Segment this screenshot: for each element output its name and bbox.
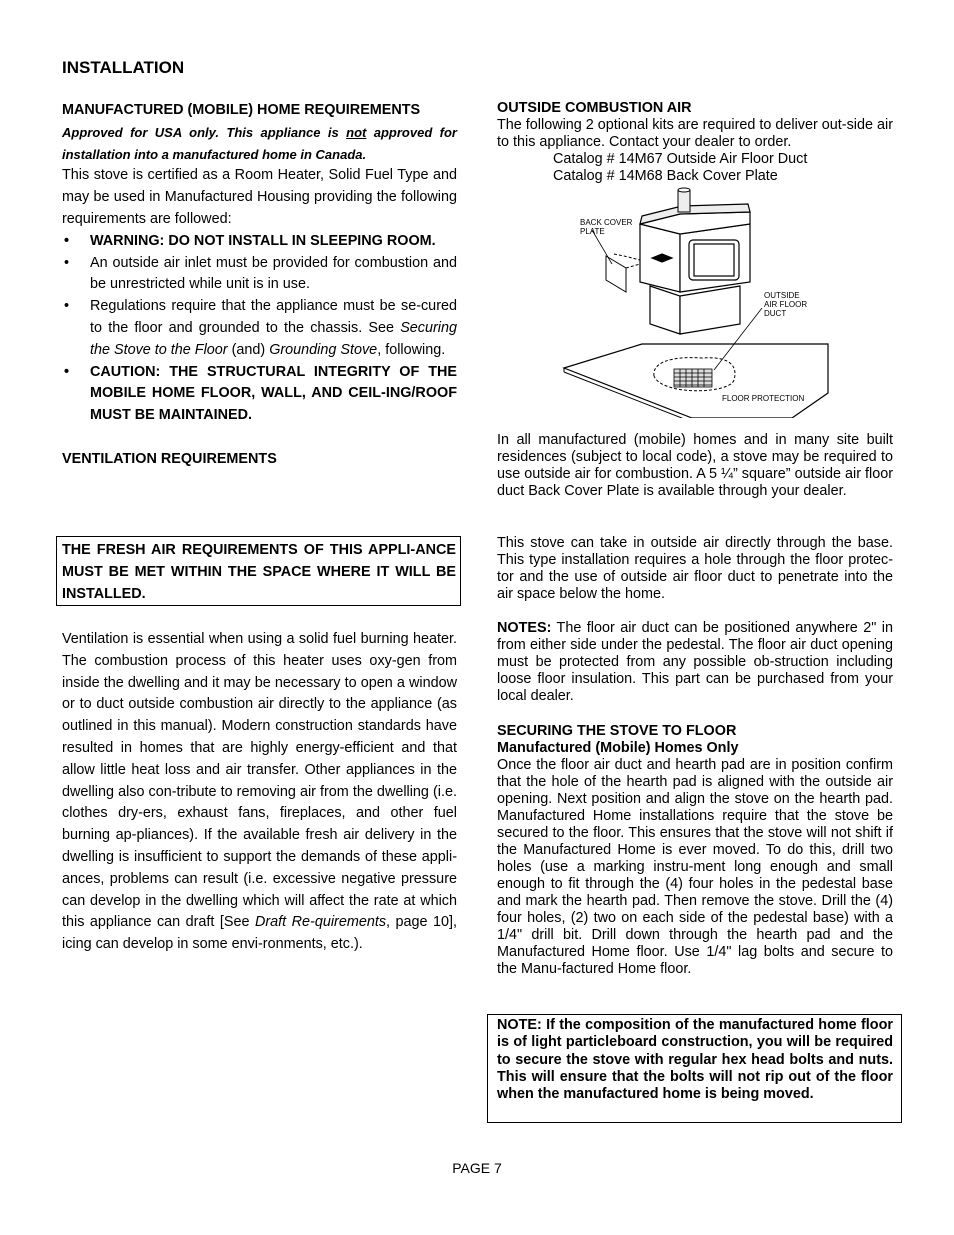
- fresh-air-warning-box: [56, 536, 461, 606]
- base-intake-paragraph: This stove can take in outside air directly through the base. This type installation requires a hole through the floor protec-tor and the use of outside air floor duct to penetrate into the air space below the home.: [497, 535, 893, 602]
- list-item: • WARNING: DO NOT INSTALL IN SLEEPING ROOM.: [62, 231, 457, 253]
- requirements-list: [62, 231, 457, 427]
- label-duct: DUCT: [764, 309, 787, 318]
- notes-paragraph: [497, 620, 893, 705]
- outside-air-text: The following 2 optional kits are required to deliver out-side air to this appliance. Contact your dealer to order.: [497, 117, 893, 150]
- notes-text: The floor air duct can be positioned anywhere 2" in from either side under the pedestal. The floor air duct opening must be protected from any possible ob-struction including loose floor insulation. This part can be purchased from your local dealer.: [497, 620, 893, 704]
- stove-pedestal: [650, 286, 740, 334]
- label-floor-protection: FLOOR PROTECTION: [722, 394, 805, 403]
- particleboard-note-text: NOTE: If the composition of the manufactured home floor is of light particleboard construction, you will be required to secure the stove with regular hex head bolts and nuts. This will ensure that the bolts will not rip out of the floor when the manufactured home is being moved.: [497, 1017, 893, 1103]
- bullet3-text-c: , following.: [377, 341, 446, 358]
- approval-text-a: Approved for USA only. This appliance is: [62, 124, 347, 140]
- list-item: • CAUTION: THE STRUCTURAL INTEGRITY OF THE MOBILE HOME FLOOR, WALL, AND CEIL-ING/ROOF MUST BE MAINTAINED.: [62, 362, 457, 427]
- label-outside: OUTSIDE: [764, 291, 800, 300]
- outside-air-paragraph: In all manufactured (mobile) homes and in many site built residences (subject to local code), a stove may be required to use outside air for combustion. A 5 ¼” square” outside air floor duct Back Cover Plate is available through your dealer.: [497, 432, 893, 499]
- securing-subheading: Manufactured (Mobile) Homes Only: [497, 740, 739, 756]
- flue-pipe: [678, 188, 690, 212]
- ventilation-heading: VENTILATION REQUIREMENTS: [62, 450, 277, 467]
- stove-body: [640, 204, 750, 292]
- right-column: [497, 100, 893, 185]
- notes-label: NOTES:: [497, 620, 552, 636]
- list-item: [62, 296, 457, 361]
- left-column: [62, 100, 457, 471]
- grounding-reference: Grounding Stove: [269, 341, 378, 358]
- label-back-cover: BACK COVER: [580, 218, 633, 227]
- page-number: PAGE 7: [452, 1160, 502, 1176]
- mobile-home-heading: MANUFACTURED (MOBILE) HOME REQUIREMENTS: [62, 102, 421, 118]
- catalog-item: Catalog # 14M68 Back Cover Plate: [553, 168, 778, 184]
- vent-text-a: Ventilation is essential when using a solid fuel burning heater. The combustion process of this heater uses oxy-gen from inside the dwelling and it may be necessary to open a window or to duct outside combustion air directly to the appliance (as outlined in this manual). Modern construction standards have resulted in homes that are highly energy-efficient and that allow little heat loss and air transfer. Other appliances in the dwelling also con-tribute to removing air from the dwelling (i.e. clothes dry-ers, exhaust fans, fireplaces, and other fuel burning ap-pliances). If the available fresh air delivery in the dwelling is insufficient to support the demands of these appli-ances, problems can result (i.e. excessive negative pressure can develop in the dwelling which will affect the rate at which this appliance can draft [See: [62, 631, 457, 931]
- back-cover-plate: [606, 254, 640, 292]
- outside-air-heading: OUTSIDE COMBUSTION AIR: [497, 100, 692, 116]
- bullet3-text-a: Regulations require that the appliance must be se-cured to the floor and grounded to the chassis. See: [90, 298, 457, 336]
- securing-reference: Securing the Stove to the Floor: [90, 319, 457, 358]
- intro-paragraph: This stove is certified as a Room Heater, Solid Fuel Type and may be used in Manufactured Housing providing the following requirements are followed:: [62, 167, 457, 227]
- ventilation-paragraph: [62, 629, 457, 956]
- stove-installation-diagram: [562, 186, 842, 418]
- fresh-air-warning-text: THE FRESH AIR REQUIREMENTS OF THIS APPLI-ANCE MUST BE MET WITHIN THE SPACE WHERE IT WILL BE INSTALLED.: [62, 542, 456, 602]
- catalog-item: Catalog # 14M67 Outside Air Floor Duct: [553, 151, 808, 167]
- vent-text-b: , page 10], icing can develop in some envi-ronments, etc.).: [62, 914, 457, 953]
- securing-heading: SECURING THE STOVE TO FLOOR: [497, 723, 737, 739]
- particleboard-note-box: [487, 1014, 902, 1123]
- approval-not: not: [346, 124, 367, 140]
- approval-text-b: approved for installation into a manufactured home in Canada.: [62, 124, 457, 162]
- bullet3-text-b: (and): [227, 341, 270, 358]
- air-floor-duct-grid: [674, 369, 712, 387]
- label-plate: PLATE: [580, 227, 605, 236]
- label-air-floor: AIR FLOOR: [764, 300, 808, 309]
- list-item: • An outside air inlet must be provided for combustion and be unrestricted while unit is in use.: [62, 253, 457, 297]
- securing-paragraph: Once the floor air duct and hearth pad are in position confirm that the hole of the hearth pad is aligned with the outside air opening. Next position and align the stove on the hearth pad. Manufactured Home installations require that the stove be secured to the floor. This ensures that the stove will not shift if the Manufactured Home is ever moved. To do this, drill two holes (use a marking instru-ment long enough and small enough to fit through the (4) four holes in the pedestal base and mark the hearth pad. Then remove the stove. Drill the (4) four holes, (2) two on each side of the pedestal base) with a 1/4" drill bit. Drill down through the hearth pad and the Manufactured Home floor. Use 1/4" lag bolts and secure to the Manu-factured Home floor.: [497, 757, 893, 977]
- securing-section: [497, 723, 893, 978]
- approval-note: [62, 122, 457, 166]
- draft-requirements-reference: Draft Re-quirements: [254, 914, 387, 931]
- page-title: INSTALLATION: [62, 58, 185, 77]
